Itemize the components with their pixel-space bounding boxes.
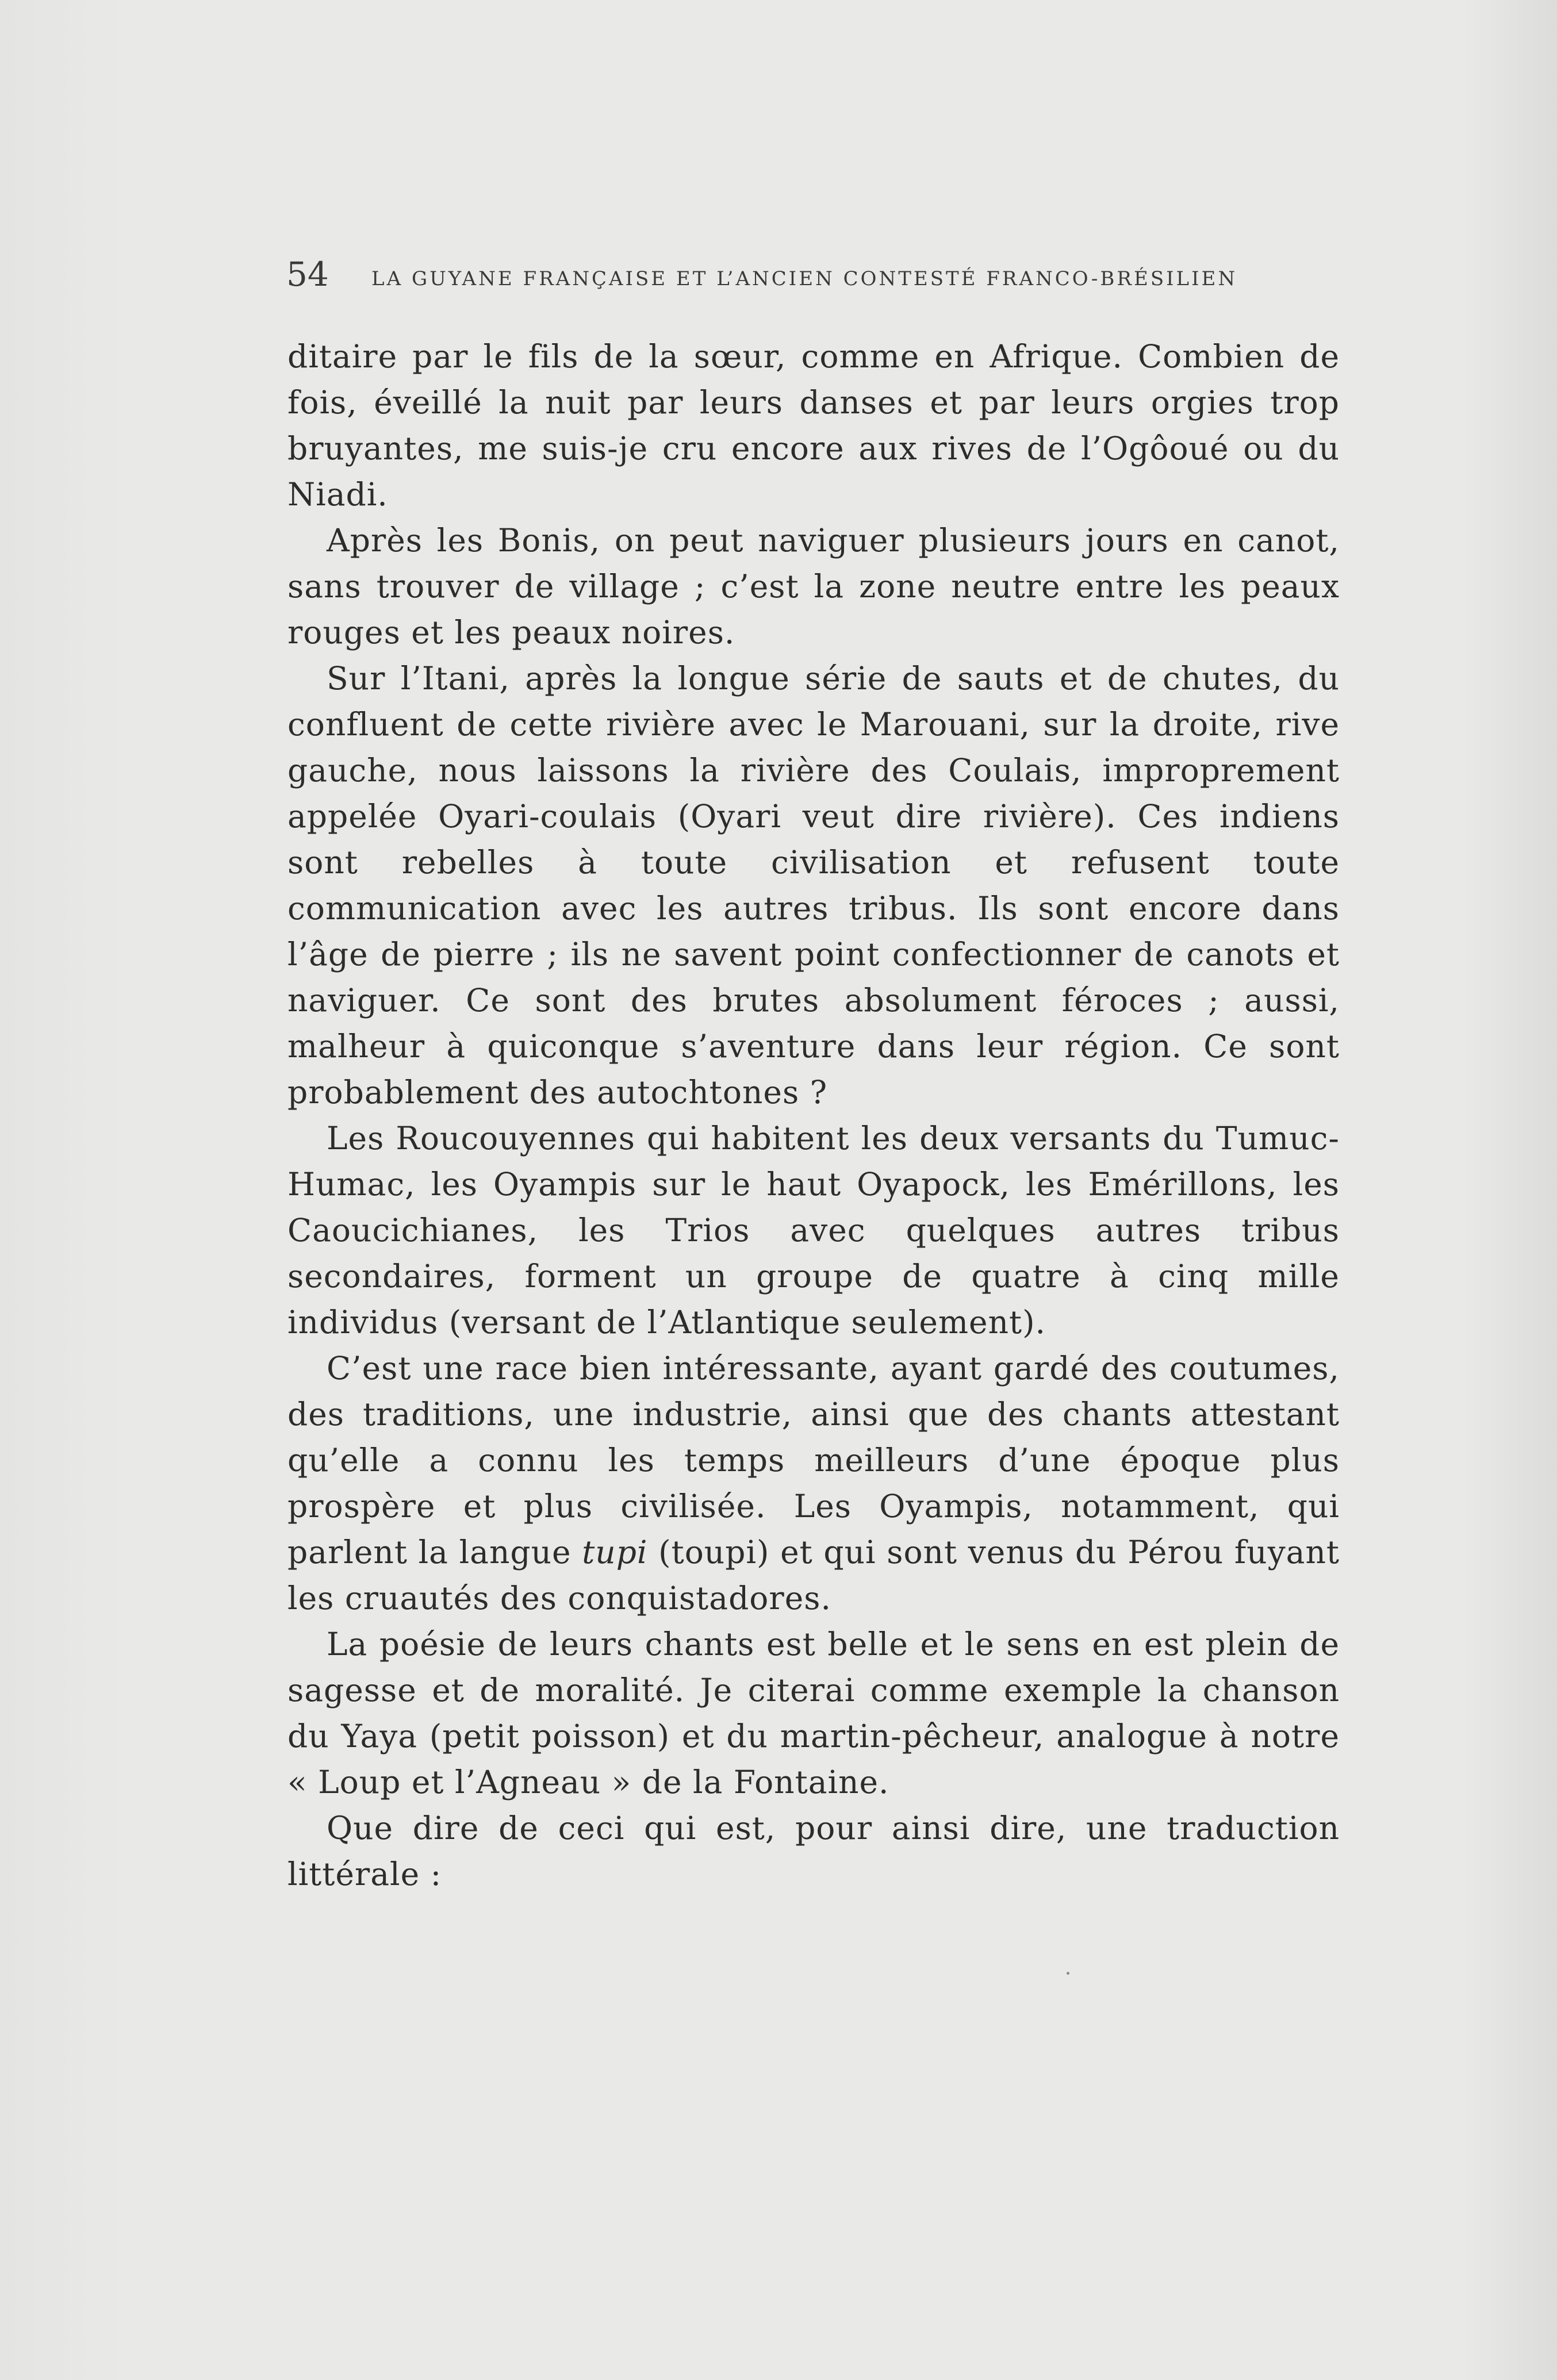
running-head xyxy=(286,253,1298,299)
running-title: LA GUYANE FRANÇAISE ET L’ANCIEN CONTESTÉ FRANCO-BRÉSILIEN xyxy=(371,267,1238,290)
paragraph-poesie: La poésie de leurs chants est belle et le sens en est plein de sagesse et de moralité. Je citerai comme exemple la chanson du Yaya (petit poisson) et du martin-pêcheur, analogue à notre « Loup et l’Agneau » de la Fontaine. xyxy=(287,1626,1340,1801)
paragraph-itani: Sur l’Itani, après la longue série de sauts et de chutes, du confluent de cette rivière avec le Marouani, sur la droite, rive gauche, nous laissons la rivière des Coulais, improprement appelée Oyari-coulais (Oyari veut dire rivière). Ces indiens sont rebelles à toute civilisation et refusent toute communication avec les autres tribus. Ils sont encore dans l’âge de pierre ; ils ne savent point confectionner de canots et naviguer. Ce sont des brutes absolument féroces ; aussi, malheur à quiconque s’aventure dans leur région. Ce sont probablement des autochtones ? xyxy=(287,660,1340,1111)
speck-mark xyxy=(1067,1972,1069,1975)
paragraph-race-text-after: (toupi) et qui sont venus du Pérou fuyant les cruautés des conquistadores. xyxy=(287,1534,1340,1617)
page-number: 54 xyxy=(286,255,329,294)
paragraph-traduction: Que dire de ceci qui est, pour ainsi dire, une traduction littérale : xyxy=(287,1810,1340,1893)
italic-word-tupi: tupi xyxy=(582,1534,648,1571)
paragraph-continuation: ditaire par le fils de la sœur, comme en Afrique. Combien de fois, éveillé la nuit par leurs danses et par leurs orgies trop bruyantes, me suis-je cru encore aux rives de l’Ogôoué ou du Niadi. xyxy=(287,338,1340,513)
body-text xyxy=(287,333,1340,1897)
paragraph-race-text-before: C’est une race bien intéressante, ayant gardé des coutumes, des traditions, une industrie, ainsi que des chants attestant qu’elle a connu les temps meilleurs d’une époque plus prospère et plus civilisée. Les Oyampis, notamment, qui parlent la langue xyxy=(287,1350,1340,1571)
paragraph-race xyxy=(287,1345,1340,1621)
paragraph-bonis: Après les Bonis, on peut naviguer plusieurs jours en canot, sans trouver de village ; c’est la zone neutre entre les peaux rouges et les peaux noires. xyxy=(287,522,1340,651)
paragraph-roucouyennes: Les Roucouyennes qui habitent les deux versants du Tumuc-Humac, les Oyampis sur le haut Oyapock, les Emérillons, les Caoucichianes, les Trios avec quelques autres tribus secondaires, forment un groupe de quatre à cinq mille individus (versant de l’Atlantique seulement). xyxy=(287,1120,1340,1341)
